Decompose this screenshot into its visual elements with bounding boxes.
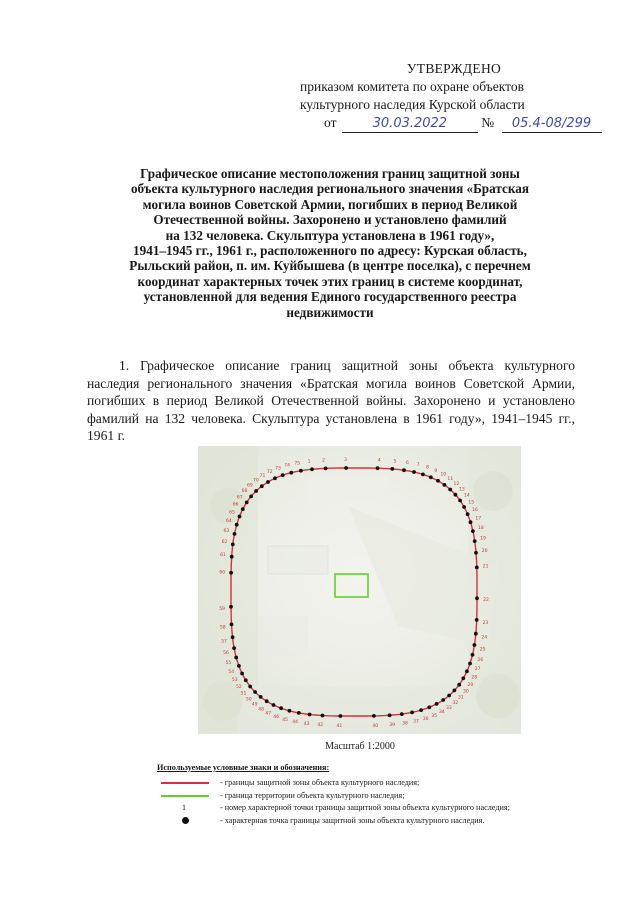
boundary-point-number: 68 (241, 489, 248, 495)
boundary-map-svg (198, 446, 521, 734)
boundary-point-number: 53 (231, 677, 238, 683)
boundary-point-number: 33 (446, 705, 452, 711)
boundary-point-number: 25 (479, 647, 486, 653)
approval-line-2: культурного наследия Курской области (300, 97, 525, 112)
boundary-point-number: 2 (322, 458, 325, 464)
boundary-point-dot (253, 690, 257, 694)
boundary-point-number: 14 (464, 493, 470, 499)
boundary-point-number: 75 (294, 461, 301, 467)
boundary-point-dot (376, 466, 380, 470)
boundary-point-dot (457, 683, 461, 687)
approval-number-sign: № (481, 115, 495, 130)
boundary-point-number: 34 (439, 710, 445, 716)
legend-text: - граница территории объекта культурного наследия; (220, 790, 405, 800)
approval-date-prefix: от (324, 115, 337, 130)
boundary-point-dot (475, 618, 479, 622)
boundary-point-dot (237, 664, 241, 668)
boundary-point-number: 29 (467, 682, 474, 688)
boundary-point-dot (235, 523, 239, 527)
boundary-point-number: 21 (482, 564, 489, 570)
document-heading (95, 166, 565, 320)
boundary-point-dot (419, 708, 423, 712)
section-1-paragraph: 1. Графическое описание границ защитной зоны объекта культурного наследия регионального значения «Братская могила воинов Советской Армии, погибших в период Великой Отечественной войны. Захоронено и установлено фамилий на 132 человека. Скульптура установлена в 1961 году», 1941–1945 гг., 1961 г. (87, 358, 575, 443)
boundary-point-number: 38 (402, 721, 408, 727)
approval-signature-line (324, 114, 600, 133)
boundary-point-number: 27 (474, 667, 481, 673)
boundary-point-dot (474, 632, 478, 636)
boundary-point-number: 7 (416, 463, 420, 468)
map-legend (157, 762, 577, 827)
boundary-point-number: 63 (223, 529, 230, 534)
boundary-point-dot (231, 635, 235, 639)
boundary-point-number: 30 (463, 689, 469, 695)
boundary-point-dot (272, 703, 276, 707)
boundary-point-dot (436, 479, 440, 483)
approval-date: 30.03.2022 (372, 116, 448, 131)
approval-block (300, 60, 600, 133)
boundary-point-dot (372, 714, 376, 718)
boundary-point-number: 15 (468, 500, 475, 506)
boundary-point-dot (475, 566, 479, 570)
boundary-point-number: 22 (483, 597, 489, 603)
boundary-point-dot (461, 676, 465, 680)
boundary-point-dot (324, 467, 328, 471)
boundary-point-number: 18 (478, 526, 484, 531)
boundary-point-dot (462, 505, 466, 509)
boundary-point-dot (441, 698, 445, 702)
boundary-point-number: 4 (377, 458, 381, 464)
boundary-point-dot (400, 712, 404, 716)
boundary-point-dot (273, 476, 277, 480)
boundary-point-dot (297, 711, 301, 715)
boundary-point-number: 40 (372, 723, 379, 729)
boundary-point-dot (471, 653, 475, 657)
boundary-point-dot (232, 646, 236, 650)
boundary-point-number: 39 (389, 722, 395, 728)
approval-number: 05.4-08/299 (511, 116, 592, 131)
boundary-point-dot (321, 714, 325, 718)
boundary-map (198, 446, 521, 734)
boundary-point-dot (238, 515, 242, 519)
boundary-point-number: 62 (221, 540, 228, 546)
boundary-point-dot (474, 551, 478, 555)
boundary-point-dot (230, 555, 234, 559)
legend-text: - характерная точка границы защитной зоны объекта культурного наследия. (220, 815, 485, 825)
boundary-point-number: 8 (425, 465, 429, 471)
boundary-point-dot (344, 466, 348, 470)
boundary-point-dot (299, 469, 303, 473)
boundary-point-dot (229, 571, 233, 575)
boundary-point-dot (281, 473, 285, 477)
boundary-point-dot (473, 643, 477, 647)
boundary-point-dot (310, 467, 314, 471)
boundary-point-number: 1 (307, 459, 311, 465)
boundary-point-dot (244, 678, 248, 682)
boundary-point-number: 72 (266, 469, 273, 475)
boundary-point-dot (245, 501, 249, 505)
approval-date-field (342, 115, 478, 133)
approval-number-field (502, 115, 602, 133)
boundary-point-number: 57 (221, 639, 227, 645)
boundary-point-dot (421, 473, 425, 477)
boundary-point-dot (475, 596, 479, 600)
boundary-point-number: 37 (413, 719, 419, 725)
map-scale: Масштаб 1:2000 (325, 741, 395, 752)
boundary-point-dot (265, 699, 269, 703)
boundary-point-number: 64 (226, 519, 232, 525)
boundary-point-number: 70 (253, 478, 259, 484)
heading-line: недвижимости (286, 304, 374, 320)
boundary-point-dot (412, 470, 416, 474)
boundary-point-dot (454, 493, 458, 497)
legend-row-boundary (157, 777, 577, 790)
boundary-point-dot (308, 713, 312, 717)
boundary-point-number: 67 (236, 495, 243, 501)
heading-line: могила воинов Советской Армии, погибших в период Великой (142, 196, 518, 212)
legend-row-territory (157, 790, 577, 803)
boundary-point-number: 16 (472, 508, 478, 514)
boundary-point-dot (260, 484, 264, 488)
boundary-point-dot (259, 695, 263, 699)
boundary-point-number: 45 (282, 717, 288, 723)
legend-row-point-dot (157, 815, 577, 828)
boundary-point-dot (471, 529, 475, 533)
boundary-point-dot (402, 468, 406, 472)
boundary-point-dot (388, 713, 392, 717)
boundary-point-number: 36 (422, 716, 429, 722)
boundary-point-dot (231, 543, 235, 547)
boundary-point-dot (466, 512, 470, 516)
heading-line: установленной для ведения Единого государственного реестра (143, 289, 517, 305)
heading-line: Рыльский район, п. им. Куйбышева (в центре поселка), с перечнем (129, 258, 531, 274)
boundary-point-number: 73 (275, 466, 281, 472)
boundary-point-number: 20 (481, 549, 488, 555)
point-dot-symbol (157, 815, 209, 827)
boundary-point-number: 31 (458, 695, 464, 701)
boundary-point-dot (234, 656, 238, 660)
boundary-point-number: 65 (229, 510, 235, 516)
boundary-point-dot (465, 669, 469, 673)
boundary-point-dot (249, 495, 253, 499)
boundary-point-number: 12 (453, 481, 460, 487)
boundary-point-number: 24 (481, 635, 488, 641)
heading-line: 1941–1945 гг., 1961 г., расположенного по адресу: Курская область, (133, 243, 527, 259)
boundary-point-dot (339, 714, 343, 718)
boundary-point-dot (443, 483, 447, 487)
boundary-point-dot (233, 532, 237, 536)
boundary-point-number: 10 (440, 472, 447, 478)
boundary-point-dot (248, 685, 252, 689)
heading-line: Отечественной войны. Захоронено и установлено фамилий (153, 212, 507, 228)
boundary-point-number: 61 (220, 553, 226, 559)
boundary-point-number: 58 (219, 625, 226, 631)
boundary-point-dot (288, 709, 292, 713)
boundary-point-number: 59 (219, 606, 225, 612)
boundary-point-number: 9 (434, 468, 438, 474)
heading-line: на 132 человека. Скульптура установлена в 1961 году», (165, 227, 495, 243)
boundary-point-number: 56 (223, 650, 229, 656)
approval-title: УТВЕРЖДЕНО (406, 61, 502, 76)
boundary-point-number: 26 (477, 658, 484, 663)
red-line-symbol (157, 777, 209, 789)
boundary-point-number: 49 (251, 702, 258, 708)
boundary-point-number: 69 (247, 483, 253, 489)
boundary-point-number: 55 (225, 660, 232, 666)
boundary-point-number: 54 (228, 669, 235, 675)
boundary-point-dot (469, 520, 473, 524)
boundary-point-number: 28 (471, 675, 478, 681)
point-number-symbol (157, 802, 209, 814)
green-line-symbol (157, 790, 209, 802)
heading-line: координат характерных точек этих границ в системе координат, (137, 273, 523, 289)
boundary-point-dot (254, 489, 258, 493)
boundary-point-number: 44 (292, 720, 298, 726)
boundary-point-number: 43 (303, 722, 310, 727)
boundary-point-number: 35 (431, 713, 438, 719)
boundary-point-number: 71 (259, 473, 266, 479)
boundary-point-dot (266, 480, 270, 484)
boundary-point-number: 3 (344, 458, 347, 463)
boundary-point-number: 46 (273, 714, 280, 720)
boundary-point-number: 6 (405, 460, 409, 466)
boundary-point-dot (448, 488, 452, 492)
boundary-point-dot (453, 689, 457, 693)
boundary-point-number: 50 (245, 697, 252, 703)
boundary-point-dot (435, 702, 439, 706)
legend-title: Используемые условные знаки и обозначения: (157, 763, 330, 772)
boundary-point-number: 32 (452, 701, 459, 707)
legend-row-point-number (157, 802, 577, 815)
boundary-point-number: 42 (317, 723, 324, 729)
heading-line: объекта культурного наследия регионального значения «Братская (130, 181, 530, 197)
point-number-glyph: 1 (182, 803, 186, 812)
heading-line: Графическое описание местоположения границ защитной зоны (140, 166, 520, 181)
boundary-point-dot (429, 475, 433, 479)
boundary-point-number: 11 (447, 477, 454, 482)
boundary-point-number: 74 (284, 463, 290, 469)
boundary-point-number: 5 (393, 459, 397, 465)
boundary-point-number: 13 (459, 487, 465, 493)
boundary-point-number: 17 (475, 516, 482, 522)
boundary-point-dot (240, 672, 244, 676)
boundary-point-dot (447, 694, 451, 698)
approval-line-1: приказом комитета по охране объектов (300, 79, 524, 94)
boundary-point-dot (241, 507, 245, 511)
boundary-point-number: 66 (232, 502, 239, 508)
boundary-point-number: 23 (482, 620, 489, 626)
legend-text: - номер характерной точки границы защитной зоны объекта культурного наследия; (220, 803, 510, 812)
boundary-point-dot (279, 706, 283, 710)
boundary-point-dot (289, 471, 293, 475)
boundary-point-dot (410, 711, 414, 715)
boundary-point-dot (390, 467, 394, 471)
boundary-point-number: 47 (265, 711, 272, 717)
boundary-point-number: 51 (240, 691, 247, 697)
boundary-point-dot (230, 623, 234, 627)
boundary-point-dot (468, 662, 472, 666)
boundary-point-number: 52 (236, 685, 242, 690)
boundary-point-number: 48 (258, 707, 264, 713)
boundary-point-dot (427, 705, 431, 709)
boundary-point-number: 60 (219, 570, 226, 576)
boundary-point-number: 41 (336, 723, 343, 729)
boundary-point-dot (458, 499, 462, 503)
boundary-point-dot (473, 539, 477, 543)
legend-text: - границы защитной зоны объекта культурного наследия; (220, 778, 420, 787)
boundary-point-number: 19 (480, 536, 486, 542)
boundary-point-dot (229, 605, 233, 609)
